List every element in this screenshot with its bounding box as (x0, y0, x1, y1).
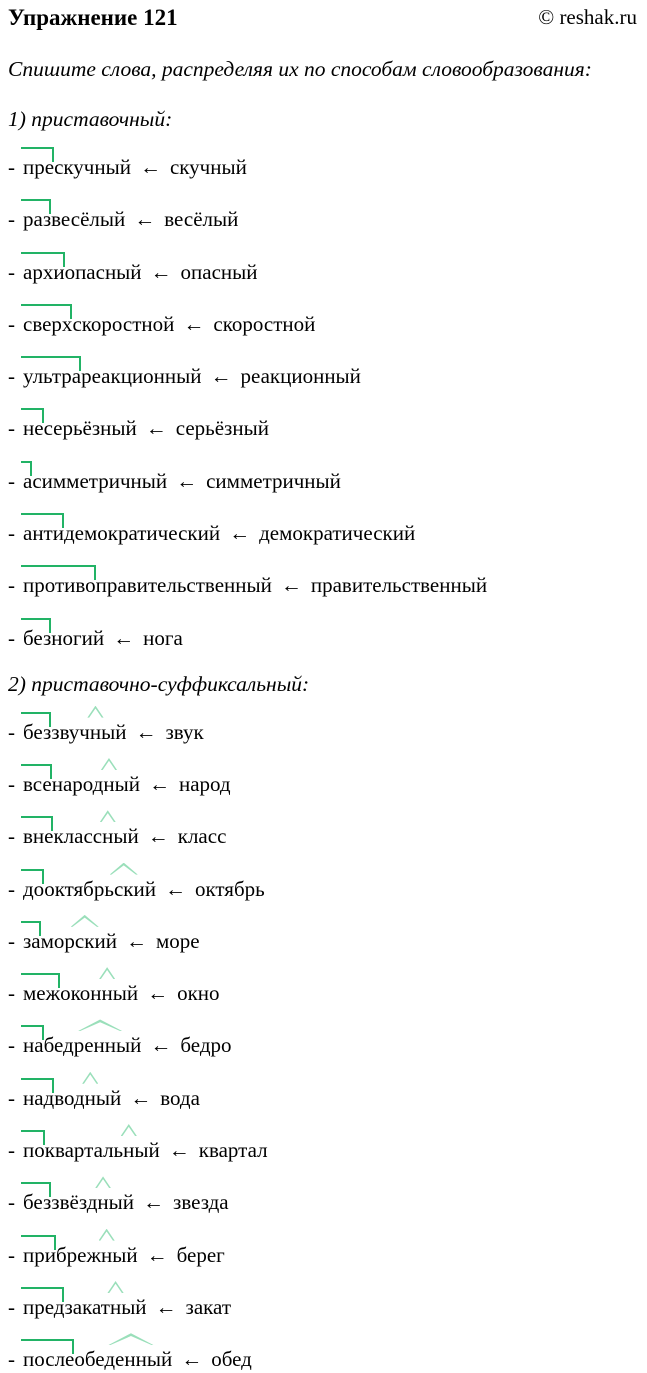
prefix-mark: вне (23, 824, 54, 849)
base-word: закат (185, 1294, 232, 1319)
arrow-icon: ← (183, 311, 205, 336)
base-word: берег (176, 1242, 225, 1267)
bullet-dash: - (8, 876, 15, 901)
word-pair-row (8, 572, 637, 598)
arrow-icon: ← (147, 981, 169, 1006)
word-ending: ый (95, 1085, 122, 1110)
prefix-mark: анти (23, 521, 64, 546)
word-pair-row (8, 1242, 637, 1268)
base-word: скоростной (213, 311, 316, 336)
word-stem: опасный (64, 259, 142, 284)
arrow-icon: ← (229, 521, 251, 546)
word-stem: симметричный (32, 468, 168, 493)
word-stem: кварталь (44, 1138, 124, 1163)
bullet-dash: - (8, 719, 15, 744)
bullet-dash: - (8, 1138, 15, 1163)
word-pair-row (8, 1085, 637, 1111)
word-stem: звёзд (51, 1190, 98, 1215)
prefix-mark: по (23, 1138, 45, 1163)
derived-word (23, 416, 137, 440)
word-pair-row (8, 1294, 637, 1320)
derived-word (23, 1138, 160, 1162)
word-stem: бедр (43, 1033, 85, 1058)
arrow-icon: ← (150, 259, 172, 284)
derived-word (23, 260, 142, 284)
derived-word (23, 626, 104, 650)
prefix-mark: раз (23, 207, 52, 232)
word-pair-row (8, 771, 637, 797)
derived-word (23, 929, 117, 953)
prefix-mark: за (23, 928, 41, 953)
arrow-icon: ← (143, 1190, 165, 1215)
bullet-dash: - (8, 364, 15, 389)
bullet-dash: - (8, 981, 15, 1006)
base-word: класс (177, 824, 227, 849)
base-word: народ (178, 771, 231, 796)
word-pair-row (8, 520, 637, 546)
base-word: демократический (259, 521, 416, 546)
word-stem: скучный (54, 155, 131, 179)
word-pair-row (8, 259, 637, 285)
arrow-icon: ← (168, 1138, 190, 1163)
word-pair-row (8, 719, 637, 745)
bullet-dash: - (8, 1033, 15, 1058)
arrow-icon: ← (210, 364, 232, 389)
base-word: скучный (169, 155, 247, 179)
suffix-mark: н (123, 1138, 135, 1163)
prefix-mark: без (23, 1190, 52, 1215)
derived-word (23, 720, 126, 744)
suffix-mark: н (84, 1085, 96, 1110)
derived-word (23, 981, 138, 1005)
bullet-dash: - (8, 416, 15, 441)
prefix-mark: не (23, 416, 44, 441)
derived-word (23, 1347, 172, 1371)
bullet-dash: - (8, 1242, 15, 1267)
derived-word (23, 1243, 138, 1267)
arrow-icon: ← (139, 155, 161, 179)
word-ending: ый (146, 1347, 173, 1372)
suffix-mark: н (101, 1242, 113, 1267)
suffix-mark: ск (113, 876, 134, 901)
prefix-mark: на (23, 1033, 44, 1058)
derived-word (23, 364, 202, 388)
bullet-dash: - (8, 928, 15, 953)
word-stem: октябрь (44, 876, 114, 901)
word-stem: правительственный (95, 573, 272, 598)
word-ending: ий (133, 876, 156, 901)
suffix-mark: ск (74, 928, 95, 953)
derived-word (23, 207, 125, 231)
prefix-mark: над (23, 1085, 55, 1110)
bullet-dash: - (8, 155, 15, 179)
word-pair-row (8, 1189, 637, 1215)
prefix-mark: пре (23, 155, 55, 179)
suffix-mark: енн (115, 1347, 147, 1372)
arrow-icon: ← (155, 1294, 177, 1319)
suffix-mark: енн (84, 1033, 117, 1058)
prefix-mark: архи (23, 259, 65, 284)
section-heading-1: 1) приставочный: (8, 107, 173, 131)
prefix-mark: без (23, 625, 52, 650)
word-pair-row (8, 980, 637, 1006)
word-ending: ый (101, 719, 127, 744)
word-pair-row (8, 928, 637, 954)
word-pair-row (8, 625, 637, 651)
base-word: нога (143, 625, 183, 650)
bullet-dash: - (8, 771, 15, 796)
derived-word (23, 573, 272, 597)
bullet-dash: - (8, 573, 15, 598)
section-heading-2: 2) приставочно-суффиксальный: (8, 671, 310, 696)
base-word: окно (177, 981, 220, 1006)
word-pair-row (8, 468, 637, 494)
base-word: весёлый (164, 207, 239, 232)
base-word: серьёзный (175, 416, 269, 441)
suffix-mark: н (102, 824, 114, 849)
word-stem: бреж (55, 1242, 101, 1267)
word-stem: серьёзный (43, 416, 137, 441)
derived-word (23, 877, 156, 901)
bullet-dash: - (8, 1190, 15, 1215)
word-pair-row (8, 154, 637, 180)
base-word: октябрь (194, 876, 265, 901)
prefix-mark: без (23, 719, 52, 744)
base-word: бедро (180, 1033, 232, 1058)
derived-word (23, 824, 139, 848)
word-pair-row (8, 823, 637, 849)
word-ending: ый (112, 1242, 138, 1267)
word-ending: ый (116, 1033, 142, 1058)
derived-word (23, 1295, 147, 1319)
suffix-mark: н (101, 981, 113, 1006)
suffix-mark: н (89, 719, 102, 744)
base-word: море (155, 928, 200, 953)
word-pair-row (8, 311, 637, 337)
page-header (8, 4, 637, 31)
bullet-dash: - (8, 625, 15, 650)
base-word: квартал (198, 1138, 268, 1163)
derived-word (23, 312, 174, 336)
arrow-icon: ← (147, 824, 169, 849)
word-stem: ногий (51, 625, 105, 650)
derived-word (23, 1086, 121, 1110)
derived-word (23, 469, 167, 493)
bullet-dash: - (8, 1347, 15, 1372)
arrow-icon: ← (150, 1033, 172, 1058)
task-instruction: Спишите слова, распределяя их по способам словообразования: (8, 57, 592, 81)
word-stem: мор (40, 928, 75, 953)
arrow-icon: ← (134, 207, 156, 232)
arrow-icon: ← (148, 771, 170, 796)
bullet-dash: - (8, 1085, 15, 1110)
word-stem: весёлый (51, 207, 126, 232)
arrow-icon: ← (145, 416, 167, 441)
word-stem: звуч (51, 719, 90, 744)
word-ending: ый (121, 1294, 147, 1319)
base-word: вода (160, 1085, 200, 1110)
word-ending: ый (114, 771, 140, 796)
prefix-mark: все (23, 771, 52, 796)
bullet-dash: - (8, 824, 15, 849)
bullet-dash: - (8, 521, 15, 546)
word-stem: закат (64, 1294, 110, 1319)
base-word: звук (165, 719, 204, 744)
arrow-icon: ← (280, 573, 302, 598)
copyright-label: © reshak.ru (538, 5, 637, 29)
derived-word (23, 1033, 141, 1057)
arrow-icon: ← (146, 1242, 168, 1267)
arrow-icon: ← (130, 1085, 152, 1110)
arrow-icon: ← (176, 468, 198, 493)
bullet-dash: - (8, 311, 15, 336)
word-stem: демократический (63, 521, 221, 546)
prefix-mark: до (23, 876, 45, 901)
word-stem: вод (54, 1085, 85, 1110)
bullet-dash: - (8, 207, 15, 232)
derived-word (23, 772, 140, 796)
word-list-2 (8, 719, 637, 1373)
suffix-mark: н (109, 1294, 122, 1319)
prefix-mark: а (23, 468, 33, 493)
prefix-mark: пред (23, 1294, 65, 1319)
prefix-mark: противо (23, 573, 96, 598)
prefix-mark: ультра (23, 364, 82, 389)
word-pair-row (8, 415, 637, 441)
prefix-mark: при (23, 1242, 56, 1267)
base-word: звезда (173, 1190, 229, 1215)
section-prefix-method (8, 106, 637, 651)
word-stem: народ (51, 771, 104, 796)
derived-word (23, 521, 220, 545)
section-prefix-suffix-method (8, 671, 637, 1373)
prefix-mark: после (23, 1347, 75, 1372)
suffix-mark: н (97, 1190, 109, 1215)
word-pair-row (8, 363, 637, 389)
word-ending: ый (113, 824, 139, 849)
derived-word (23, 155, 131, 179)
base-word: опасный (180, 259, 258, 284)
word-pair-row (8, 876, 637, 902)
base-word: обед (211, 1347, 252, 1372)
word-list-1 (8, 154, 637, 651)
base-word: симметричный (206, 468, 341, 493)
word-pair-row (8, 1137, 637, 1163)
exercise-title: Упражнение 121 (8, 5, 178, 30)
word-stem: окон (60, 981, 102, 1006)
arrow-icon: ← (113, 625, 135, 650)
word-stem: класс (53, 824, 103, 849)
suffix-mark: н (103, 771, 115, 796)
word-pair-row (8, 1346, 637, 1372)
word-stem: реакционный (81, 364, 202, 389)
arrow-icon: ← (125, 928, 147, 953)
bullet-dash: - (8, 468, 15, 493)
word-stem: скоростной (72, 311, 175, 336)
arrow-icon: ← (135, 719, 157, 744)
arrow-icon: ← (164, 876, 186, 901)
base-word: правительственный (310, 573, 488, 598)
word-ending: ый (134, 1138, 160, 1163)
bullet-dash: - (8, 1294, 15, 1319)
word-ending: ый (108, 1190, 135, 1215)
word-stem: обед (74, 1347, 116, 1372)
prefix-mark: сверх (23, 311, 73, 336)
arrow-icon: ← (181, 1347, 203, 1372)
word-ending: ый (112, 981, 139, 1006)
bullet-dash: - (8, 259, 15, 284)
word-pair-row (8, 1032, 637, 1058)
prefix-mark: меж (23, 981, 61, 1006)
derived-word (23, 1190, 134, 1214)
word-ending: ий (94, 928, 117, 953)
base-word: реакционный (240, 364, 361, 389)
word-pair-row (8, 206, 637, 232)
